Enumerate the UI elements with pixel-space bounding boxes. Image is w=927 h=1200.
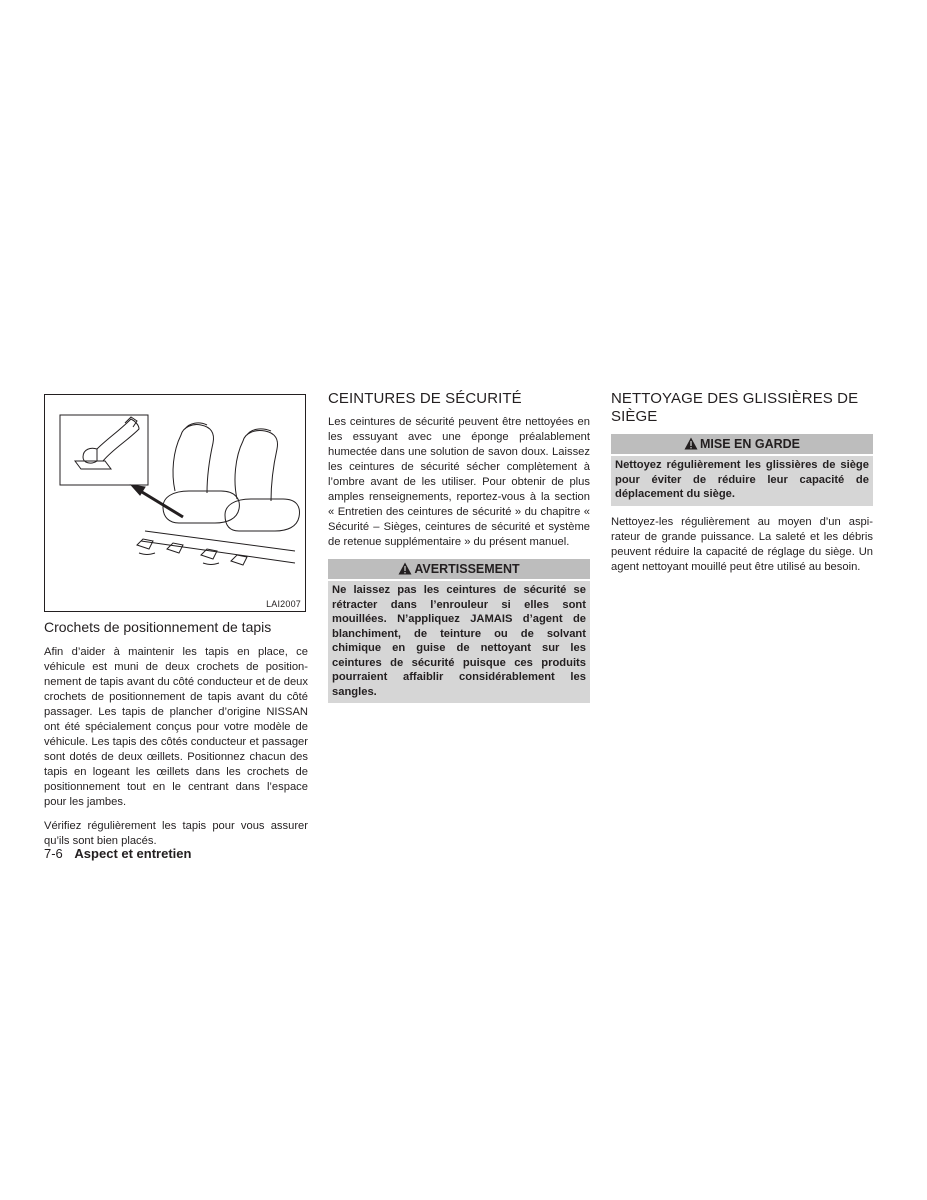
caution-box xyxy=(611,434,873,506)
warning-title: AVERTISSEMENT xyxy=(414,562,520,576)
column-floor-mat-hooks xyxy=(44,390,308,858)
warning-triangle-icon xyxy=(684,437,698,450)
seat-floor-hooks-drawing xyxy=(45,395,305,611)
seat-rails-heading: NETTOYAGE DES GLISSIÈRES DE SIÈGE xyxy=(611,390,859,425)
warning-triangle-icon xyxy=(398,562,412,575)
caution-title: MISE EN GARDE xyxy=(699,437,800,451)
figure-code: LAI2007 xyxy=(266,599,301,609)
column-seat-rails xyxy=(611,390,873,584)
floor-mat-hooks-heading: Crochets de positionnement de tapis xyxy=(44,619,272,635)
section-title: Aspect et entretien xyxy=(74,846,192,861)
warning-header xyxy=(328,559,590,579)
floor-mat-hooks-paragraph-2: Vérifiez régulièrement les tapis pour vous assurer qu’ils sont bien placés. xyxy=(44,820,308,847)
column-seat-belts xyxy=(328,390,590,712)
caution-text: Nettoyez régulièrement les glissières de siège pour éviter de réduire leur capacité de déplacement du siège. xyxy=(611,454,873,506)
warning-text: Ne laissez pas les ceintures de sécurité se rétracter dans l’enrouleur si elles sont mouillées. N’appliquez JAMAIS d’agent de blanchiment, de teinture ou de solvant chimique en guise de nettoyant sur les ceintures de sécurité puisque ces produits pourraient affaiblir considérablement les sangles. xyxy=(328,579,590,703)
caution-header xyxy=(611,434,873,454)
seat-rails-paragraph: Nettoyez-les régulièrement au moyen d’un aspirateur de grande puissance. La saleté et les débris peuvent réduire la capacité de réglage du siège. Un agent nettoyant mouillé peut être utilisé au besoin. xyxy=(611,515,873,573)
seat-belts-paragraph: Les ceintures de sécurité peuvent être nettoyées en les essuyant avec une éponge préalablement humectée dans une solution de savon doux. Laissez les ceintures de sécurité sécher complètement à l’ombre avant de les utiliser. Pour obtenir de plus amples renseignements, reportez-vous à la section « Entretien des ceintures de sécurité » du chapitre « Sécurité – Sièges, ceintures de sécurité et système de retenue supplémentaire » du présent manuel. xyxy=(328,416,590,548)
seat-illustration xyxy=(44,394,306,612)
floor-mat-hooks-paragraph-1: Afin d’aider à maintenir les tapis en place, ce véhicule est muni de deux crochets de positionnement de tapis avant du côté conducteur et de deux crochets de positionnement de tapis avant du côté passager. Les tapis de plancher d’origine NISSAN ont été spécialement conçus pour votre modèle de véhicule. Les tapis des côtés conducteur et passager sont dotés de deux œillets. Positionnez chacun des tapis en logeant les œillets dans les crochets de positionnement tout en le centrant dans l’espace pour les jambes. xyxy=(44,646,308,808)
seat-belts-heading: CEINTURES DE SÉCURITÉ xyxy=(328,390,522,407)
warning-box xyxy=(328,559,590,703)
page-footer xyxy=(44,846,191,861)
page-number: 7-6 xyxy=(44,846,63,861)
